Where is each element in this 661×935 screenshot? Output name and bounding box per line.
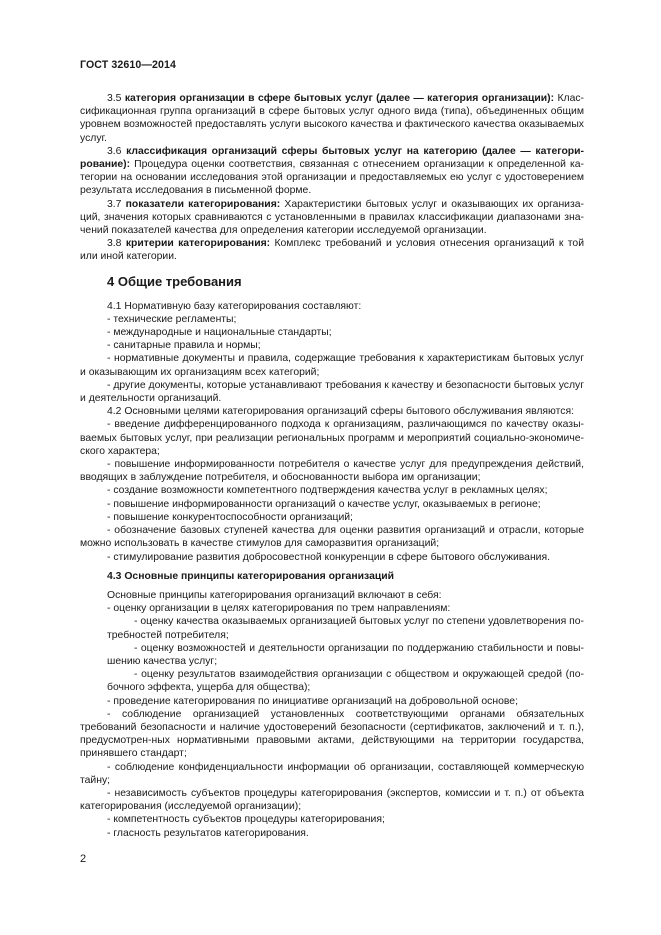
standard-header: ГОСТ 32610—2014 [80, 59, 177, 71]
list-item: - санитарные правила и нормы; [107, 340, 261, 352]
definition-number: 3.5 [107, 93, 122, 104]
list-item: - гласность результатов категорирования. [107, 827, 309, 839]
definition-number: 3.6 [107, 145, 122, 157]
definition-3-8 [80, 237, 584, 263]
definition-3-7 [80, 198, 584, 238]
definition-3-5 [80, 92, 584, 145]
list-item: - компетентность субъектов процедуры категорирования; [107, 814, 385, 826]
list-item: - технические регламенты; [107, 313, 237, 325]
clause-4-1-lead: 4.1 Нормативную базу категорирования составляют: [107, 300, 362, 312]
list-item: - независимость субъектов процедуры категорирования (экспертов, комиссии и т. п.) от объекта категорирования (исследуемой организации); [80, 787, 584, 813]
list-item: - соблюдение конфиденциальности информации об организации, составляющей коммерческую тайну; [80, 761, 584, 786]
list-item: - стимулирование развития добросовестной конкуренции в сфере бытового обслуживания. [107, 551, 551, 563]
definition-3-6 [80, 145, 584, 198]
list-item: - обозначение базовых ступеней качества для оценки развития организаций и отрасли, которые можно использовать в качестве стимулов для саморазвития организаций; [80, 525, 584, 550]
definition-term: критерии категорирования: [125, 238, 271, 250]
definition-number: 3.8 [107, 238, 122, 250]
definition-text: Клас-сификационная группа организаций в сфере бытовых услуг одного вида (типа), объединенных общим уровнем возможностей предоставлять услуги высокого качества и фактического качества оказываемых услуг. [80, 93, 585, 144]
definition-term: категория организации в сфере бытовых услуг (далее — категория организации): [124, 93, 555, 104]
list-item: - соблюдение организацией установленных соответствующими органами обязательных требований безопасности и наличие удостоверений безопасности (сертификатов, заключений и т. п.), предусмотрен-ных нормативными правовыми актами, действующими на территории государства, принявшего стандарт; [80, 708, 584, 760]
sub-list-item: - оценку результатов взаимодействия организации с обществом и окружающей средой (по-бочного эффекта, ущерба для общества); [107, 669, 584, 694]
page-content [80, 92, 584, 840]
list-item: - повышение конкурентоспособности организаций; [107, 511, 353, 523]
list-item: - международные и национальные стандарты; [107, 327, 332, 339]
list-item: - повышение информированности организаций о качестве услуг, оказываемых в регионе; [107, 498, 541, 510]
list-item: - создание возможности компетентного подтверждения качества услуг в рекламных целях; [107, 485, 548, 497]
definition-text: Процедура оценки соответствия, связанная с отнесением организации к определенной ка-тегории на основании исследования этой организации и предоставляемых ею услуг с удостоверением результата исследования в письменной форме. [80, 159, 584, 197]
definition-number: 3.7 [107, 198, 122, 210]
list-item: - оценку организации в целях категорирования по трем направлениям: [107, 603, 451, 615]
definition-term: классификация организаций сферы бытовых услуг на категорию (далее — категори-рование): [80, 145, 584, 171]
subsection-title: 4.3 Основные принципы категорирования организаций [107, 570, 395, 582]
definition-term: показатели категорирования: [125, 198, 281, 210]
definition-text: Характеристики бытовых услуг и оказывающих их организа-ций, значения которых сравниваются с установленными в правилах классификации диапазонами зна-чений показателей качества для определения категории исследуемой организации. [80, 198, 584, 237]
clause-4-2-lead: 4.2 Основными целями категорирования организаций сферы бытового обслуживания являются: [107, 406, 574, 418]
sub-list-item: - оценку качества оказываемых организацией бытовых услуг по степени удовлетворения по-требностей потребителя; [107, 616, 584, 641]
list-item: - проведение категорирования по инициативе организаций на добровольной основе; [107, 695, 518, 707]
list-item: - повышение информированности потребителя о качестве услуг для предупреждения действий, вводящих в заблуждение потребителя, и обоснованности выбора им организации; [80, 459, 584, 484]
sub-list-item: - оценку возможностей и деятельности организации по поддержанию стабильности и повы-шению качества услуг; [107, 642, 584, 667]
section-title: 4 Общие требования [107, 273, 242, 289]
list-item: - другие документы, которые устанавливают требования к качеству и безопасности бытовых услуг и деятельности организаций. [80, 379, 585, 405]
definition-text: Комплекс требований и условия отнесения организаций к той или иной категории. [80, 238, 584, 263]
page-number: 2 [80, 853, 87, 865]
list-item: - нормативные документы и правила, содержащие требования к характеристикам бытовых услуг и оказывающим их организациям всех категорий; [80, 353, 584, 378]
clause-4-3-lead: Основные принципы категорирования организаций включают в себя: [107, 589, 442, 601]
list-item: - введение дифференцированного подхода к организациям, различающимся по качеству оказы-ваемых бытовых услуг, при реализации региональных программ и мероприятий социально-экономиче-ского характера; [80, 419, 584, 457]
